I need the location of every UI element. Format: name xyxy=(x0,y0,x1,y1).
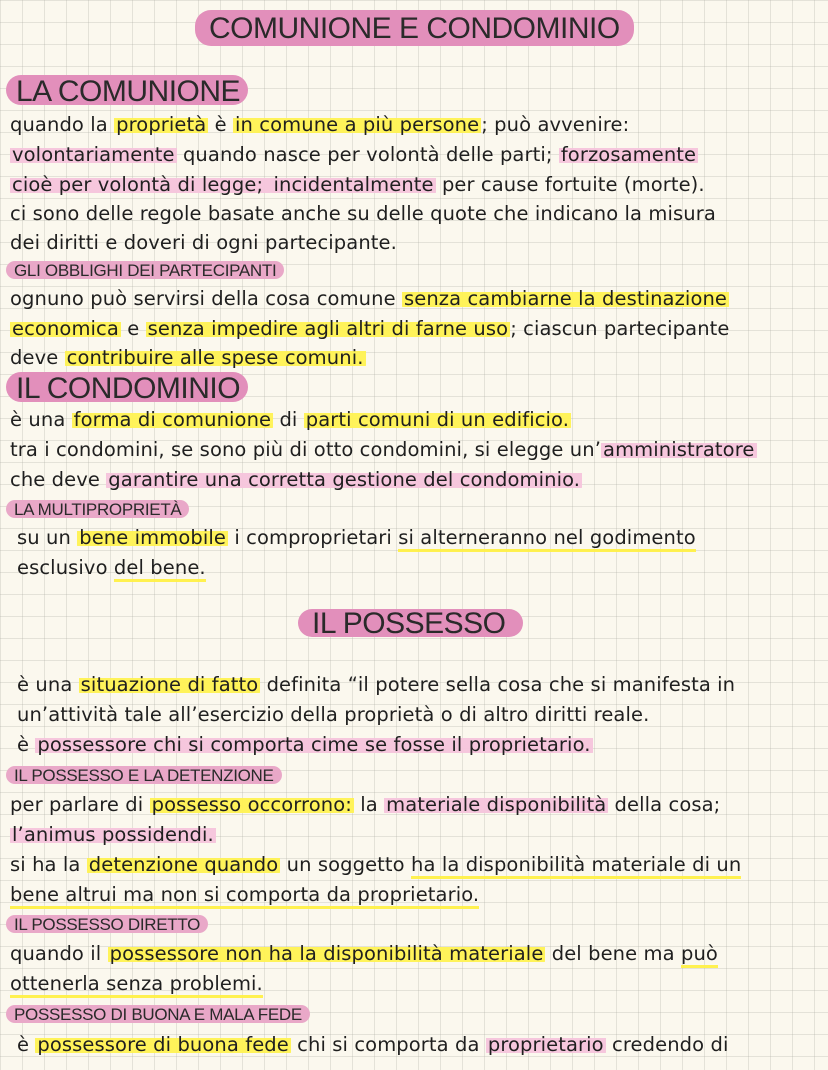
text-line: si ha la detenzione quando un soggetto ha la disponibilità materiale di un xyxy=(10,850,741,880)
text-line: è possessore chi si comporta cime se fosse il proprietario. xyxy=(17,733,591,756)
text-line: è una situazione di fatto definita “il potere sella cosa che si manifesta in xyxy=(17,673,736,696)
page-title: COMUNIONE E CONDOMINIO xyxy=(195,10,634,46)
text-line: l’animus possidendi. xyxy=(12,823,214,846)
text-line: esclusivo del bene. xyxy=(17,553,206,583)
text-line: bene altrui ma non si comporta da proprietario. xyxy=(10,880,479,910)
heading-possesso-diretto: IL POSSESSO DIRETTO xyxy=(6,915,208,933)
text-line: volontariamente quando nasce per volontà delle parti; forzosamente xyxy=(12,143,697,166)
text-line: deve contribuire alle spese comuni. xyxy=(10,346,364,369)
heading-la-comunione: LA COMUNIONE xyxy=(6,75,248,105)
text-line: cioè per volontà di legge; incidentalmente per cause fortuite (morte). xyxy=(12,173,705,196)
text-line: un’attività tale all’esercizio della proprietà o di altro diritti reale. xyxy=(17,703,650,726)
heading-possesso-detenzione: IL POSSESSO E LA DETENZIONE xyxy=(6,766,282,784)
text-line: è una forma di comunione di parti comuni di un edificio. xyxy=(10,408,570,431)
text-line: ci sono delle regole basate anche su delle quote che indicano la misura xyxy=(10,202,716,225)
text-line: è possessore di buona fede chi si comporta da proprietario credendo di xyxy=(17,1033,729,1056)
text-line: per parlare di possesso occorrono: la materiale disponibilità della cosa; xyxy=(10,793,721,816)
heading-il-possesso: IL POSSESSO xyxy=(298,609,523,637)
text-line: su un bene immobile i comproprietari si alterneranno nel godimento xyxy=(17,523,696,553)
text-line: tra i condomini, se sono più di otto condomini, si elegge un’ amministratore xyxy=(10,438,755,461)
heading-buona-mala-fede: POSSESSO DI BUONA E MALA FEDE xyxy=(6,1005,310,1023)
text-line: ottenerla senza problemi. xyxy=(10,969,263,999)
text-line: ognuno può servirsi della cosa comune senza cambiarne la destinazione xyxy=(10,287,728,310)
text-line: quando la proprietà è in comune a più persone ; può avvenire: xyxy=(10,113,630,136)
heading-il-condominio: IL CONDOMINIO xyxy=(6,372,248,402)
heading-obblighi: GLI OBBLIGHI DEI PARTECIPANTI xyxy=(6,261,284,279)
heading-multiproprieta: LA MULTIPROPRIETÀ xyxy=(6,500,189,518)
text-line: economica e senza impedire agli altri di farne uso ; ciascun partecipante xyxy=(12,317,730,340)
text-line: che deve garantire una corretta gestione del condominio. xyxy=(10,468,581,491)
text-line: dei diritti e doveri di ogni partecipante. xyxy=(10,231,397,254)
text-line: quando il possessore non ha la disponibilità materiale del bene ma può xyxy=(10,939,718,969)
